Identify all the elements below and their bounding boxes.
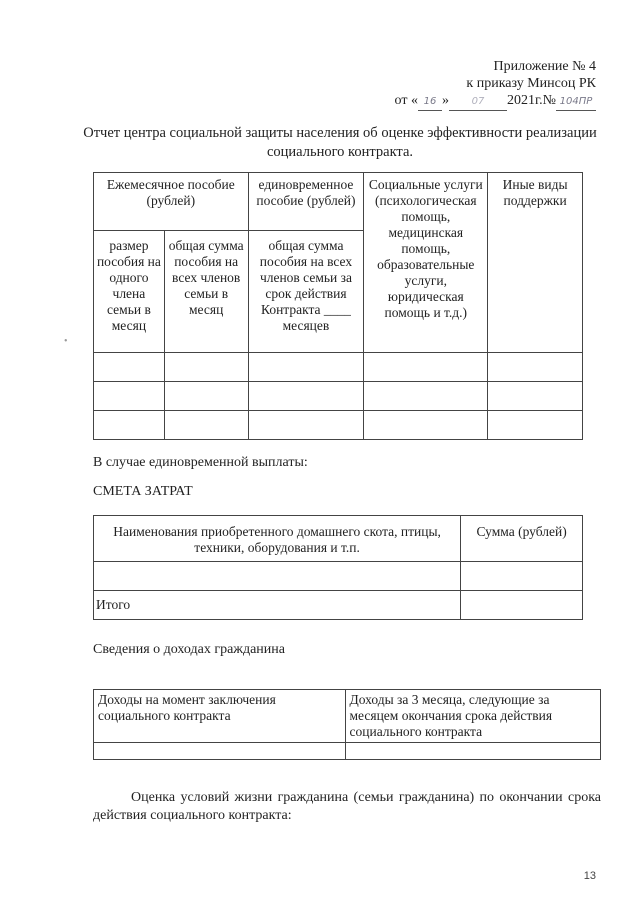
total-row [94,591,583,620]
one-time-payment-note: В случае единовременной выплаты: [93,455,308,470]
header-monthly-benefit: Ежемесячное пособие (рублей) [94,173,249,231]
table-row [94,382,583,411]
table-row [94,411,583,440]
support-report-table [93,172,583,440]
order-number: 104ПР [559,96,593,107]
header-other-support: Иные виды поддержки [488,173,583,353]
report-title: Отчет центра социальной защиты населения об оценке эффективности реализации социального контракта. [83,125,597,160]
date-quote-close: » [441,93,449,108]
subheader-per-member: размер пособия на одного члена семьи в месяц [94,231,165,353]
scan-speck: • [64,336,68,347]
header-onetime-benefit: единовременное пособие (рублей) [248,173,364,231]
assessment-paragraph: Оценка условий жизни гражданина (семьи гражданина) по окончании срока действия социального контракта: [93,790,601,823]
cost-estimate-table [93,515,583,620]
page-number: 13 [583,870,596,882]
appendix-label: Приложение № 4 [493,59,596,74]
subheader-all-members-term: общая сумма пособия на всех членов семьи за срок действия Контракта ____ месяцев [248,231,364,353]
header-social-services: Социальные услуги (психологическая помощь, медицинская помощь, образовательные услуги, юридическая помощь и т.д.) [364,173,488,353]
date-month: 07 [471,96,485,107]
header-income-after-term: Доходы за 3 месяца, следующие за месяцем окончания срока действия социального контракта [345,690,601,743]
total-label: Итого [94,591,461,620]
income-heading: Сведения о доходах гражданина [93,642,285,657]
order-number-field [556,92,596,111]
date-month-field [449,92,507,111]
header-income-at-signing: Доходы на момент заключения социального контракта [94,690,346,743]
table-row [94,743,601,760]
date-year: 2021г.№ [506,93,556,108]
date-day-field [418,92,442,111]
cost-estimate-heading: СМЕТА ЗАТРАТ [93,484,193,499]
date-day: 16 [423,96,437,107]
order-reference: к приказу Минсоц РК [466,76,596,91]
date-prefix: от « [394,93,418,108]
subheader-all-members-month: общая сумма пособия на всех членов семьи в месяц [164,231,248,353]
table-row [94,353,583,382]
table-row [94,562,583,591]
header-sum: Сумма (рублей) [461,516,583,562]
income-table [93,689,601,760]
order-date-line [395,92,596,111]
header-item-name: Наименования приобретенного домашнего скота, птицы, техники, оборудования и т.п. [94,516,461,562]
